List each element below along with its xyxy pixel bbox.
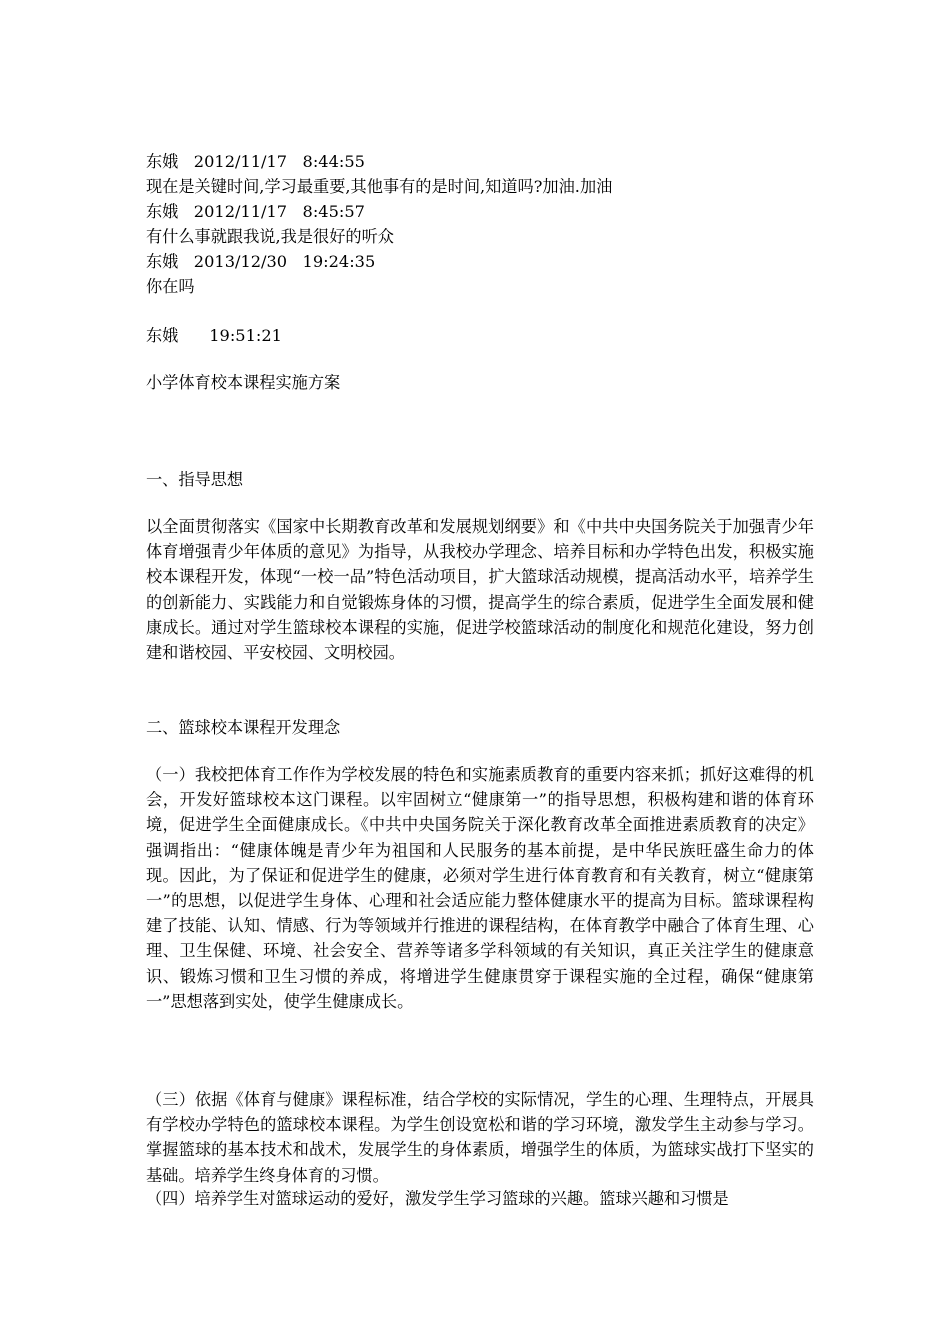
paragraph: 以全面贯彻落实《国家中长期教育改革和发展规划纲要》和《中共中央国务院关于加强青少年体育增强青少年体质的意见》为指导，从我校办学理念、培养目标和办学特色出发，积极实施校本课程开发，体现“一校一品”特色活动项目，扩大篮球活动规模，提高活动水平，培养学生的创新能力、实践能力和自觉锻炼身体的习惯，提高学生的综合素质，促进学生全面发展和健康成长。通过对学生篮球校本课程的实施，促进学校篮球活动的制度化和规范化建设，努力创建和谐校园、平安校园、文明校园。 (146, 517, 814, 663)
chat-header: 东娥 2012/11/17 8:44:55 (146, 152, 365, 171)
chat-message: 有什么事就跟我说,我是很好的听众 (146, 227, 394, 246)
document-title: 小学体育校本课程实施方案 (146, 373, 341, 392)
chat-message: 你在吗 (146, 277, 195, 296)
paragraph: （三）依据《体育与健康》课程标准，结合学校的实际情况，学生的心理、生理特点，开展具有学校办学特色的篮球校本课程。为学生创设宽松和谐的学习环境，激发学生主动参与学习。掌握篮球的基本技术和战术，发展学生的身体素质，增强学生的体质，为篮球实战打下坚实的基础。培养学生终身体育的习惯。 (146, 1090, 814, 1185)
paragraph: （四）培养学生对篮球运动的爱好，激发学生学习篮球的兴趣。篮球兴趣和习惯是 (146, 1189, 729, 1208)
chat-message: 现在是关键时间,学习最重要,其他事有的是时间,知道吗?加油.加油 (146, 177, 613, 196)
paragraph: （一）我校把体育工作作为学校发展的特色和实施素质教育的重要内容来抓；抓好这难得的机会，开发好篮球校本这门课程。以牢固树立“健康第一”的指导思想，积极构建和谐的体育环境，促进学生全面健康成长。《中共中央国务院关于深化教育改革全面推进素质教育的决定》强调指出：“健康体魄是青少年为祖国和人民服务的基本前提，是中华民族旺盛生命力的体现。因此，为了保证和促进学生的健康，必须对学生进行体育教育和有关教育，树立“健康第一”的思想，以促进学生身体、心理和社会适应能力整体健康水平的提高为目标。篮球课程构建了技能、认知、情感、行为等领域并行推进的课程结构，在体育教学中融合了体育生理、心理、卫生保健、环境、社会安全、营养等诸多学科领域的有关知识，真正关注学生的健康意识、锻炼习惯和卫生习惯的养成，将增进学生健康贯穿于课程实施的全过程，确保“健康第一”思想落到实处，使学生健康成长。 (146, 765, 814, 1011)
chat-header: 东娥 19:51:21 (146, 326, 282, 345)
section-heading: 二、篮球校本课程开发理念 (146, 718, 341, 737)
chat-header: 东娥 2013/12/30 19:24:35 (146, 252, 376, 271)
section-heading: 一、指导思想 (146, 470, 244, 489)
chat-header: 东娥 2012/11/17 8:45:57 (146, 202, 365, 221)
